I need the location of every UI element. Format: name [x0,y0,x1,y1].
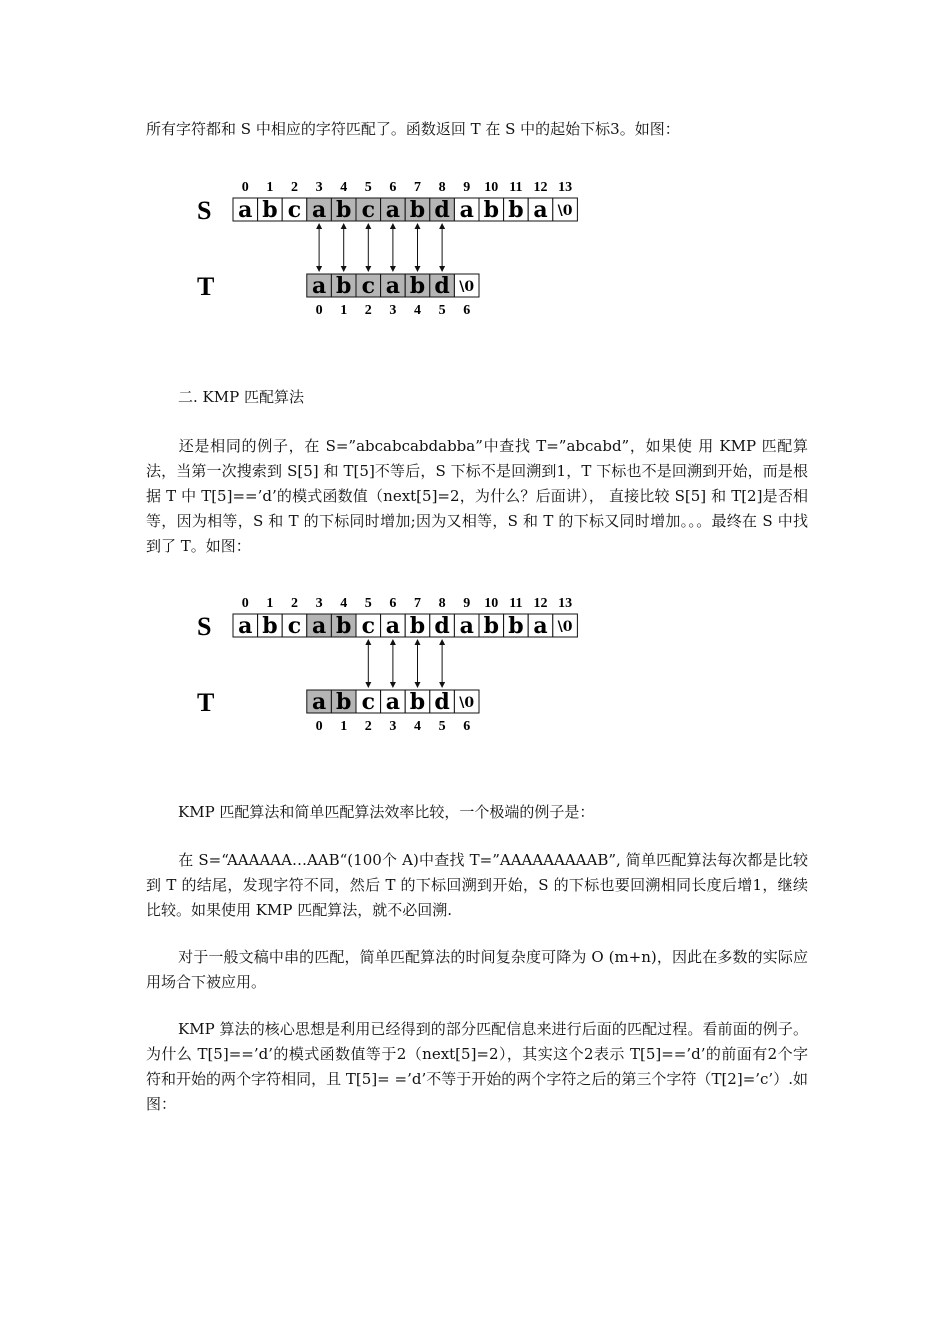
s-index-7: 7 [414,596,421,611]
s-index-11: 11 [509,180,523,195]
s-cell-12: a [533,197,548,223]
s-cell-5: c [361,197,376,223]
s-index-3: 3 [315,596,323,611]
s-cell-8: d [434,197,450,223]
label-s: S [197,612,212,641]
t-index-1: 1 [340,303,348,318]
t-cell-3: a [385,689,401,715]
s-index-12: 12 [533,180,548,195]
t-cell-4: b [409,273,426,299]
s-index-10: 10 [484,596,499,611]
s-cell-4: b [336,613,352,639]
s-cell-3: a [311,613,327,639]
s-cell-10: b [483,613,499,639]
s-index-4: 4 [340,596,348,611]
s-cell-11: b [508,197,524,223]
section-heading-kmp: 二. KMP 匹配算法 [178,388,304,406]
diagram-naive-match [195,170,595,330]
s-index-8: 8 [438,596,446,611]
t-cell-0: a [311,273,327,299]
paragraph-intro: 所有字符都和 S 中相应的字符匹配了。函数返回 T 在 S 中的起始下标3。如图： [146,120,680,138]
paragraph-efficiency: KMP 匹配算法和简单匹配算法效率比较，一个极端的例子是： [178,803,595,821]
t-index-4: 4 [414,719,421,734]
t-cell-1: b [336,273,352,299]
paragraph-kmp-explanation: 还是相同的例子，在 S=”abcabcabdabba”中查找 T=”abcabd”，如果使 用 KMP 匹配算法，当第一次搜索到 S[5] 和 T[5]不等后，S 下标不是回溯到1，T 下标也不是回溯到开始，而是根据 T 中 T[5]==’d’的模式函数值（next[5]=2，为什么？后面讲）， 直接比较 S[5] 和 T[2]是否相等，因为相等，S 和 T 的下标同时增加;因为又相等，S 和 T 的下标又同时增加。。。最终在 S 中找到了 T。如图： [146,437,808,555]
label-t: T [197,272,215,301]
s-cell-13: \0 [557,619,573,635]
s-index-8: 8 [438,180,446,195]
s-index-0: 0 [241,596,249,611]
s-index-1: 1 [266,180,274,195]
s-cell-7: b [409,613,426,639]
s-index-4: 4 [340,180,348,195]
s-cell-0: a [238,197,253,223]
s-cell-9: a [459,613,474,639]
t-cell-0: a [311,689,327,715]
s-index-9: 9 [463,596,471,611]
s-cell-3: a [311,197,327,223]
s-cell-7: b [409,197,426,223]
t-index-2: 2 [364,719,372,734]
t-cell-4: b [409,689,426,715]
t-index-1: 1 [340,719,348,734]
s-cell-10: b [483,197,499,223]
s-cell-4: b [336,197,352,223]
s-cell-2: c [287,197,302,223]
label-t: T [197,688,215,717]
s-index-7: 7 [414,180,421,195]
paragraph-extreme-example: 在 S=“AAAAAA…AAB“(100个 A)中查找 T=”AAAAAAAAAB”, 简单匹配算法每次都是比较到 T 的结尾，发现字符不同，然后 T 的下标回溯到开始，S 的下标也要回溯相同长度后增1，继续比较。如果使用 KMP 匹配算法，就不必回溯. [146,851,808,919]
s-cell-8: d [434,613,450,639]
t-index-3: 3 [389,719,397,734]
t-index-6: 6 [463,719,471,734]
t-index-4: 4 [414,303,421,318]
s-cell-11: b [508,613,524,639]
t-cell-1: b [336,689,352,715]
s-index-0: 0 [241,180,249,195]
s-index-13: 13 [558,180,573,195]
s-cell-6: a [385,197,401,223]
s-index-9: 9 [463,180,471,195]
t-index-3: 3 [389,303,397,318]
s-index-2: 2 [291,596,298,611]
s-index-1: 1 [266,596,274,611]
s-index-5: 5 [364,180,372,195]
t-index-5: 5 [438,719,446,734]
diagram-kmp-match [195,586,595,746]
t-cell-5: d [434,689,450,715]
s-index-10: 10 [484,180,499,195]
s-cell-0: a [238,613,253,639]
s-index-3: 3 [315,180,323,195]
t-cell-2: c [361,689,376,715]
t-index-6: 6 [463,303,471,318]
s-index-6: 6 [389,596,397,611]
s-index-5: 5 [364,596,372,611]
s-index-6: 6 [389,180,397,195]
s-index-11: 11 [509,596,523,611]
s-cell-1: b [262,613,278,639]
paragraph-core-idea: KMP 算法的核心思想是利用已经得到的部分匹配信息来进行后面的匹配过程。看前面的例子。为什么 T[5]==’d’的模式函数值等于2（next[5]=2），其实这个2表示 T[5]==’d’的前面有2个字符和开始的两个字符相同，且 T[5]= =’d’不等于开始的两个字符之后的第三个字符（T[2]=’c’）.如图： [146,1020,808,1113]
s-cell-6: a [385,613,401,639]
t-index-5: 5 [438,303,446,318]
t-cell-6: \0 [459,695,475,711]
paragraph-complexity: 对于一般文稿中串的匹配，简单匹配算法的时间复杂度可降为 O (m+n)，因此在多数的实际应用场合下被应用。 [146,948,808,991]
t-cell-2: c [361,273,376,299]
t-cell-6: \0 [459,279,475,295]
s-cell-5: c [361,613,376,639]
t-cell-5: d [434,273,450,299]
t-index-0: 0 [315,719,323,734]
s-cell-9: a [459,197,474,223]
t-cell-3: a [385,273,401,299]
s-cell-2: c [287,613,302,639]
t-index-2: 2 [364,303,372,318]
s-index-2: 2 [291,180,298,195]
s-index-12: 12 [533,596,548,611]
s-cell-12: a [533,613,548,639]
t-index-0: 0 [315,303,323,318]
label-s: S [197,196,212,225]
s-index-13: 13 [558,596,573,611]
s-cell-1: b [262,197,278,223]
s-cell-13: \0 [557,203,573,219]
